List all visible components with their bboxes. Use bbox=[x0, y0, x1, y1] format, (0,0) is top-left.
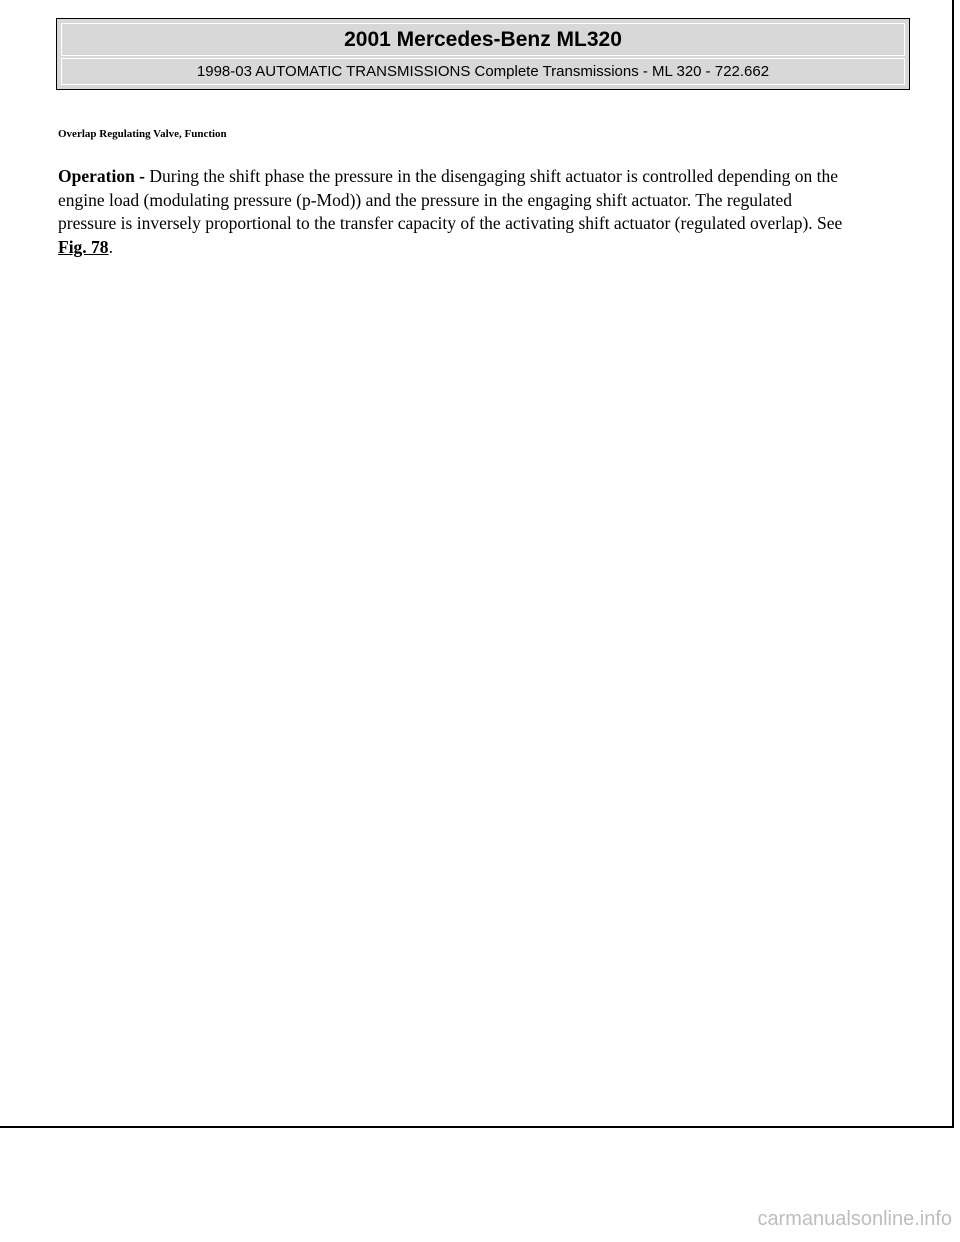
paragraph-line-3: pressure is inversely proportional to the transfer capacity of the activating shift actuator (regulated overlap). See bbox=[58, 213, 843, 233]
paragraph-line-1: During the shift phase the pressure in the disengaging shift actuator is controlled depending on the bbox=[145, 166, 839, 186]
header-title: 2001 Mercedes-Benz ML320 bbox=[61, 23, 905, 56]
section-heading: Overlap Regulating Valve, Function bbox=[58, 128, 227, 140]
figure-78-link[interactable]: Fig. 78 bbox=[58, 236, 109, 257]
header-subtitle: 1998-03 AUTOMATIC TRANSMISSIONS Complete Transmissions - ML 320 - 722.662 bbox=[61, 58, 905, 85]
document-header bbox=[56, 18, 910, 90]
operation-lead: Operation - bbox=[58, 166, 146, 186]
watermark: carmanualsonline.info bbox=[757, 1208, 952, 1230]
paragraph-line-2: engine load (modulating pressure (p-Mod)) and the pressure in the engaging shift actuator. The regulated bbox=[58, 189, 792, 210]
operation-paragraph bbox=[58, 165, 908, 259]
paragraph-tail: . bbox=[108, 236, 113, 257]
